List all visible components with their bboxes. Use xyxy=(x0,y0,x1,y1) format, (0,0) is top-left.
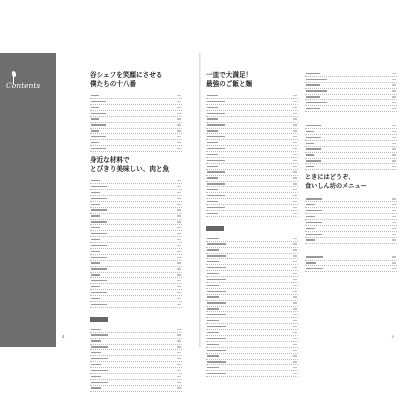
item-label-stroke xyxy=(306,216,315,217)
item-page-stroke xyxy=(177,192,181,193)
item-label-stroke xyxy=(91,118,99,119)
item-page-stroke xyxy=(177,136,181,137)
item-label-stroke xyxy=(207,166,218,167)
item-label-stroke xyxy=(91,387,101,388)
item-label-stroke xyxy=(207,332,219,333)
contents-sidebar xyxy=(0,53,56,347)
item-page-stroke xyxy=(177,382,181,383)
item-label-stroke xyxy=(207,302,226,303)
item-page-stroke xyxy=(293,118,297,119)
item-page-stroke xyxy=(293,166,297,167)
item-label-stroke xyxy=(306,148,321,149)
item-label-stroke xyxy=(91,95,99,96)
item-page-stroke xyxy=(177,298,181,299)
item-label-stroke xyxy=(207,308,219,309)
list-item xyxy=(206,211,298,217)
item-page-stroke xyxy=(392,160,396,161)
item-page-stroke xyxy=(177,215,181,216)
item-label-stroke xyxy=(207,95,218,96)
item-label-stroke xyxy=(91,364,101,365)
item-page-stroke xyxy=(392,148,396,149)
item-page-stroke xyxy=(293,291,297,292)
item-label-stroke xyxy=(91,352,101,353)
item-page-stroke xyxy=(392,204,396,205)
item-page-stroke xyxy=(293,302,297,303)
item-page-stroke xyxy=(177,376,181,377)
item-label-stroke xyxy=(207,238,219,239)
item-page-stroke xyxy=(392,256,396,257)
item-label-stroke xyxy=(207,130,218,131)
item-label-stroke xyxy=(306,73,320,74)
section-badge xyxy=(206,226,224,231)
item-page-stroke xyxy=(392,108,396,109)
item-label-stroke xyxy=(91,142,99,143)
item-page-stroke xyxy=(293,195,297,196)
item-page-stroke xyxy=(392,73,396,74)
item-page-stroke xyxy=(177,358,181,359)
item-label-stroke xyxy=(91,192,100,193)
item-page-stroke xyxy=(293,350,297,351)
item-list-1c xyxy=(90,327,182,392)
item-label-stroke xyxy=(91,209,107,210)
item-list-1b xyxy=(90,178,182,308)
item-page-stroke xyxy=(177,180,181,181)
item-page-stroke xyxy=(392,262,396,263)
item-page-stroke xyxy=(392,166,396,167)
item-page-stroke xyxy=(293,183,297,184)
item-label-stroke xyxy=(207,118,218,119)
item-page-stroke xyxy=(177,233,181,234)
item-label-stroke xyxy=(306,262,316,263)
item-label-stroke xyxy=(91,382,108,383)
item-page-stroke xyxy=(392,268,396,269)
item-page-stroke xyxy=(293,171,297,172)
item-page-stroke xyxy=(293,267,297,268)
item-page-stroke xyxy=(392,102,396,103)
item-page-stroke xyxy=(293,142,297,143)
item-page-stroke xyxy=(293,296,297,297)
item-label-stroke xyxy=(91,215,100,216)
item-page-stroke xyxy=(293,113,297,114)
item-label-stroke xyxy=(306,154,314,155)
item-page-stroke xyxy=(177,251,181,252)
item-label-stroke xyxy=(207,367,219,368)
item-page-stroke xyxy=(293,355,297,356)
item-label-stroke xyxy=(91,292,107,293)
item-label-stroke xyxy=(207,261,219,262)
item-page-stroke xyxy=(293,238,297,239)
item-page-stroke xyxy=(293,308,297,309)
item-page-stroke xyxy=(177,352,181,353)
item-label-stroke xyxy=(91,340,101,341)
chapter-heading-3: 一皿で大満足！ 最強のご飯と麺 xyxy=(206,71,253,88)
item-label-stroke xyxy=(207,107,218,108)
item-label-stroke xyxy=(207,113,225,114)
item-label-stroke xyxy=(207,314,226,315)
item-label-stroke xyxy=(207,101,225,102)
item-label-stroke xyxy=(207,285,219,286)
item-page-stroke xyxy=(177,329,181,330)
item-page-stroke xyxy=(293,367,297,368)
item-label-stroke xyxy=(207,207,225,208)
item-label-stroke xyxy=(91,329,101,330)
item-label-stroke xyxy=(91,334,108,335)
item-page-stroke xyxy=(177,286,181,287)
item-list-2b xyxy=(206,236,298,377)
item-label-stroke xyxy=(91,130,99,131)
list-item xyxy=(305,266,397,272)
item-label-stroke xyxy=(91,257,107,258)
item-page-stroke xyxy=(293,285,297,286)
item-label-stroke xyxy=(91,274,100,275)
item-page-stroke xyxy=(177,364,181,365)
item-label-stroke xyxy=(207,189,218,190)
item-page-stroke xyxy=(293,124,297,125)
item-page-stroke xyxy=(177,340,181,341)
item-label-stroke xyxy=(207,373,226,374)
item-page-stroke xyxy=(177,186,181,187)
item-label-stroke xyxy=(91,148,106,149)
item-label-stroke xyxy=(207,279,226,280)
item-label-stroke xyxy=(207,344,219,345)
item-label-stroke xyxy=(306,239,315,240)
contents-spread xyxy=(0,53,400,347)
item-page-stroke xyxy=(177,268,181,269)
item-label-stroke xyxy=(91,280,107,281)
item-label-stroke xyxy=(91,204,100,205)
item-label-stroke xyxy=(207,148,225,149)
item-label-stroke xyxy=(207,255,226,256)
item-page-stroke xyxy=(177,227,181,228)
chapter-heading-4: ときにはどうぞ、 食いしん坊のメニュー xyxy=(305,174,367,190)
item-page-stroke xyxy=(293,177,297,178)
item-page-stroke xyxy=(293,101,297,102)
item-label-stroke xyxy=(306,90,327,91)
item-list-2a xyxy=(206,93,298,217)
item-label-stroke xyxy=(207,171,225,172)
item-label-stroke xyxy=(91,101,106,102)
item-label-stroke xyxy=(91,107,99,108)
item-label-stroke xyxy=(91,113,106,114)
list-item xyxy=(90,302,182,308)
item-label-stroke xyxy=(91,136,106,137)
list-item xyxy=(90,146,182,152)
item-page-stroke xyxy=(177,124,181,125)
item-label-stroke xyxy=(207,183,225,184)
item-page-stroke xyxy=(293,130,297,131)
item-label-stroke xyxy=(91,251,100,252)
item-label-stroke xyxy=(306,96,320,97)
item-page-stroke xyxy=(293,213,297,214)
item-page-stroke xyxy=(177,148,181,149)
item-page-stroke xyxy=(177,262,181,263)
item-page-stroke xyxy=(392,131,396,132)
item-list-3b xyxy=(305,123,397,170)
item-page-stroke xyxy=(293,326,297,327)
item-page-stroke xyxy=(293,261,297,262)
item-page-stroke xyxy=(392,198,396,199)
item-label-stroke xyxy=(91,180,100,181)
chapter-heading-1: 谷シェフを笑顔にさせる 僕たちの十八番 xyxy=(90,71,163,88)
item-label-stroke xyxy=(306,268,323,269)
item-page-stroke xyxy=(177,304,181,305)
item-page-stroke xyxy=(392,84,396,85)
item-label-stroke xyxy=(207,320,219,321)
item-label-stroke xyxy=(306,234,322,235)
item-page-stroke xyxy=(177,95,181,96)
subsection-heading xyxy=(305,116,397,121)
list-item xyxy=(305,164,397,170)
item-label-stroke xyxy=(91,239,100,240)
item-page-stroke xyxy=(293,189,297,190)
item-label-stroke xyxy=(91,186,107,187)
item-page-stroke xyxy=(392,222,396,223)
item-page-stroke xyxy=(293,249,297,250)
item-label-stroke xyxy=(207,361,226,362)
item-label-stroke xyxy=(306,256,323,257)
item-page-stroke xyxy=(293,373,297,374)
item-label-stroke xyxy=(91,227,100,228)
item-label-stroke xyxy=(91,358,108,359)
item-page-stroke xyxy=(293,361,297,362)
item-label-stroke xyxy=(91,346,108,347)
item-page-stroke xyxy=(177,130,181,131)
item-page-stroke xyxy=(392,143,396,144)
item-label-stroke xyxy=(207,291,226,292)
item-page-stroke xyxy=(392,96,396,97)
item-list-1a xyxy=(90,93,182,152)
leaf-icon xyxy=(11,70,17,77)
list-item xyxy=(305,238,397,244)
item-label-stroke xyxy=(91,124,106,125)
item-page-stroke xyxy=(177,292,181,293)
section-badge xyxy=(90,317,108,322)
item-label-stroke xyxy=(306,204,315,205)
item-page-stroke xyxy=(293,136,297,137)
item-page-stroke xyxy=(177,280,181,281)
item-label-stroke xyxy=(207,160,225,161)
item-page-stroke xyxy=(177,346,181,347)
item-page-stroke xyxy=(177,370,181,371)
item-page-stroke xyxy=(293,95,297,96)
item-label-stroke xyxy=(207,296,219,297)
item-label-stroke xyxy=(207,326,226,327)
item-label-stroke xyxy=(91,221,107,222)
item-label-stroke xyxy=(306,84,320,85)
item-label-stroke xyxy=(91,198,107,199)
item-list-3a xyxy=(305,71,397,112)
item-page-stroke xyxy=(392,216,396,217)
item-page-stroke xyxy=(392,210,396,211)
item-label-stroke xyxy=(306,166,314,167)
item-label-stroke xyxy=(306,79,327,80)
item-label-stroke xyxy=(306,131,314,132)
list-item xyxy=(90,386,182,392)
item-page-stroke xyxy=(392,234,396,235)
item-label-stroke xyxy=(91,304,107,305)
item-label-stroke xyxy=(207,249,219,250)
item-label-stroke xyxy=(306,108,320,109)
item-page-stroke xyxy=(293,201,297,202)
item-page-stroke xyxy=(177,118,181,119)
list-item xyxy=(206,371,298,377)
item-page-stroke xyxy=(293,255,297,256)
item-label-stroke xyxy=(306,222,322,223)
item-page-stroke xyxy=(293,207,297,208)
item-label-stroke xyxy=(207,177,218,178)
item-page-stroke xyxy=(293,338,297,339)
item-page-stroke xyxy=(293,344,297,345)
item-page-stroke xyxy=(177,142,181,143)
item-page-stroke xyxy=(392,137,396,138)
item-label-stroke xyxy=(91,245,107,246)
contents-column-1 xyxy=(90,71,182,392)
item-label-stroke xyxy=(306,210,322,211)
item-label-stroke xyxy=(207,273,219,274)
item-page-stroke xyxy=(392,79,396,80)
item-page-stroke xyxy=(392,228,396,229)
item-label-stroke xyxy=(306,198,322,199)
item-label-stroke xyxy=(91,370,108,371)
item-page-stroke xyxy=(177,239,181,240)
item-label-stroke xyxy=(306,228,315,229)
item-page-stroke xyxy=(177,257,181,258)
item-label-stroke xyxy=(207,195,225,196)
item-page-stroke xyxy=(177,113,181,114)
item-label-stroke xyxy=(306,137,321,138)
item-label-stroke xyxy=(207,243,226,244)
page-gutter xyxy=(199,53,201,347)
item-page-stroke xyxy=(392,125,396,126)
item-label-stroke xyxy=(207,267,226,268)
item-label-stroke xyxy=(91,233,107,234)
item-label-stroke xyxy=(207,142,218,143)
item-label-stroke xyxy=(207,136,225,137)
item-page-stroke xyxy=(293,243,297,244)
item-page-stroke xyxy=(293,279,297,280)
contents-column-3 xyxy=(305,71,397,272)
item-label-stroke xyxy=(207,355,219,356)
item-page-stroke xyxy=(392,90,396,91)
item-page-stroke xyxy=(293,154,297,155)
item-list-3d xyxy=(305,255,397,273)
item-page-stroke xyxy=(293,160,297,161)
item-label-stroke xyxy=(306,125,321,126)
item-label-stroke xyxy=(91,268,107,269)
item-page-stroke xyxy=(177,107,181,108)
item-page-stroke xyxy=(177,245,181,246)
item-label-stroke xyxy=(306,143,314,144)
item-label-stroke xyxy=(306,102,327,103)
chapter-heading-2: 身近な材料で とびきり美味しい、肉と魚 xyxy=(90,156,170,173)
page-number-right: 5 xyxy=(391,334,394,339)
subsection-heading xyxy=(305,248,397,253)
item-page-stroke xyxy=(293,320,297,321)
item-page-stroke xyxy=(177,204,181,205)
item-page-stroke xyxy=(177,274,181,275)
item-list-3c xyxy=(305,197,397,244)
contents-column-2 xyxy=(206,71,298,377)
item-page-stroke xyxy=(293,273,297,274)
item-label-stroke xyxy=(207,154,218,155)
item-page-stroke xyxy=(392,154,396,155)
item-label-stroke xyxy=(207,350,226,351)
item-page-stroke xyxy=(293,107,297,108)
item-label-stroke xyxy=(207,213,218,214)
item-page-stroke xyxy=(293,332,297,333)
item-page-stroke xyxy=(293,314,297,315)
item-label-stroke xyxy=(207,201,218,202)
item-label-stroke xyxy=(207,338,226,339)
item-page-stroke xyxy=(177,209,181,210)
item-label-stroke xyxy=(91,376,101,377)
item-label-stroke xyxy=(207,124,225,125)
list-item xyxy=(305,106,397,112)
item-page-stroke xyxy=(293,148,297,149)
item-page-stroke xyxy=(177,334,181,335)
item-page-stroke xyxy=(177,221,181,222)
page-number-left: 4 xyxy=(62,334,65,339)
item-label-stroke xyxy=(306,160,321,161)
contents-label: Contents xyxy=(6,81,41,90)
item-label-stroke xyxy=(91,262,100,263)
item-page-stroke xyxy=(392,239,396,240)
item-label-stroke xyxy=(91,298,100,299)
item-page-stroke xyxy=(177,387,181,388)
item-page-stroke xyxy=(177,101,181,102)
item-label-stroke xyxy=(91,286,100,287)
item-page-stroke xyxy=(177,198,181,199)
